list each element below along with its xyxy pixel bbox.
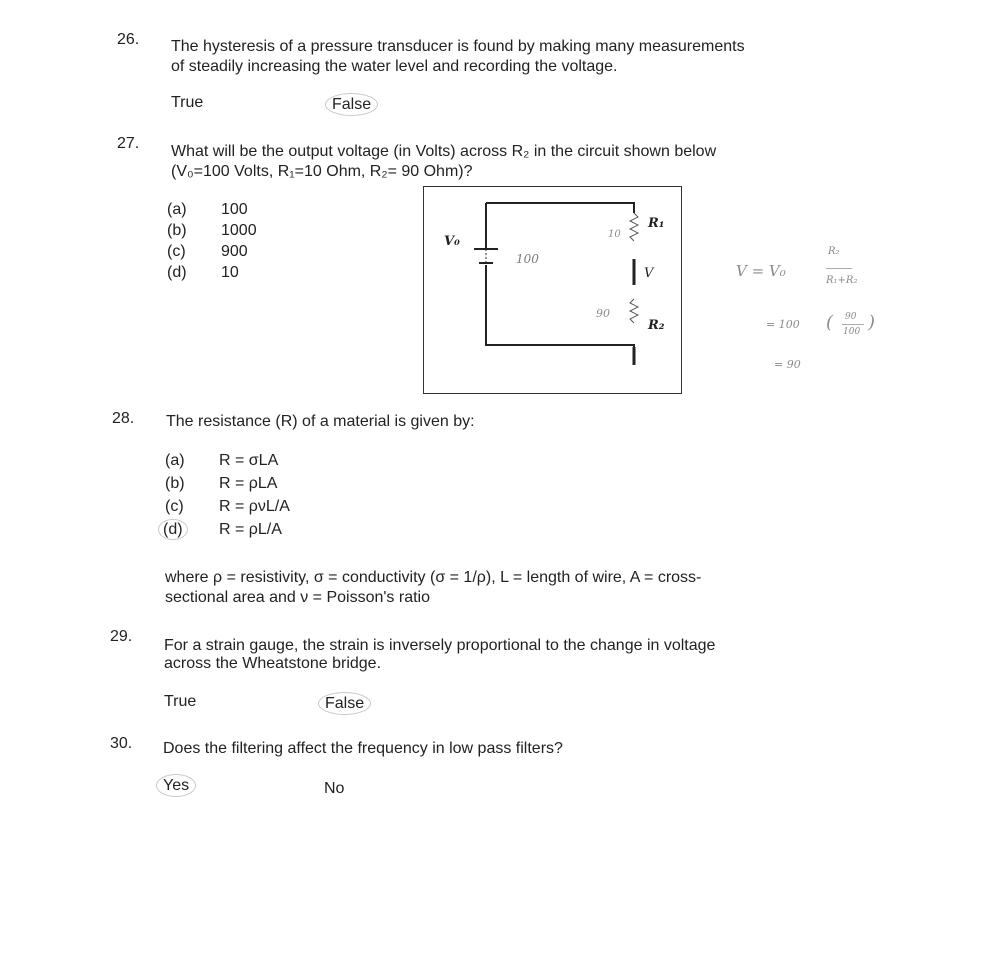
circuit-diagram	[423, 186, 682, 394]
q28-options	[165, 450, 290, 542]
q28-option-c	[165, 496, 290, 519]
q28-option-a-value: R = σLA	[219, 452, 279, 469]
q30-number: 30.	[110, 735, 133, 752]
q27-option-c	[167, 241, 257, 262]
hand-line3: = 90	[774, 358, 801, 371]
q27-option-a	[167, 199, 257, 220]
q28-option-a	[165, 450, 290, 473]
label-r1: R₁	[648, 216, 665, 231]
resistor-r1	[630, 213, 638, 241]
q27-option-d-label: (d)	[167, 264, 187, 281]
q28-text-line1: The resistance (R) of a material is given by:	[166, 413, 475, 430]
hand-frac2-den: 100	[843, 327, 861, 337]
q27-text-line2: (V₀=100 Volts, R₁=10 Ohm, R₂= 90 Ohm)?	[171, 163, 473, 180]
q29-text-line2: across the Wheatstone bridge.	[164, 655, 382, 672]
q27-text-line1: What will be the output voltage (in Volts) across R₂ in the circuit shown below	[171, 143, 717, 160]
q26-number: 26.	[117, 31, 140, 48]
q29-option-false	[325, 695, 371, 713]
q27-number: 27.	[117, 135, 140, 152]
q27-option-b-label: (b)	[167, 222, 187, 239]
q27-option-d-value: 10	[221, 264, 239, 281]
hand-frac2-num: 90	[845, 312, 857, 322]
hand-paren-close: )	[868, 312, 876, 333]
q28-option-d-label	[165, 519, 219, 540]
note-10: 10	[608, 229, 621, 240]
wire-top	[486, 203, 634, 213]
q28-number: 28.	[112, 410, 135, 427]
resistor-r2	[630, 299, 638, 323]
q29-text-line1: For a strain gauge, the strain is inversely proportional to the change in voltage	[164, 637, 716, 654]
label-v0: V₀	[444, 234, 460, 249]
q28-option-d	[165, 519, 290, 542]
q27-options	[167, 199, 257, 283]
q29-number: 29.	[110, 628, 133, 645]
q27-option-d	[167, 262, 257, 283]
circuit-svg	[424, 187, 681, 393]
q27-option-a-value: 100	[221, 201, 248, 218]
hand-frac1-den: R₁+R₂	[826, 275, 858, 286]
q26-option-false-label: False	[325, 93, 378, 116]
wire-bottom	[486, 265, 634, 363]
q28-option-c-label: (c)	[165, 498, 184, 515]
hand-frac1-num: R₂	[828, 246, 840, 257]
q27-option-c-label: (c)	[167, 243, 186, 260]
q28-option-a-label: (a)	[165, 452, 185, 469]
hand-frac2-bar	[842, 324, 864, 325]
q27-option-b	[167, 220, 257, 241]
label-r2: R₂	[648, 318, 665, 333]
q26-option-true: True	[171, 94, 204, 111]
hand-frac1-bar	[826, 268, 852, 269]
note-90: 90	[596, 307, 610, 320]
q30-text-line1: Does the filtering affect the frequency in low pass filters?	[163, 740, 563, 757]
q28-option-c-value: R = ρνL/A	[219, 498, 290, 515]
q29-option-true: True	[164, 693, 197, 710]
q30-option-yes	[163, 777, 196, 795]
q27-option-c-value: 900	[221, 243, 248, 260]
q30-option-yes-label: Yes	[156, 774, 196, 797]
q29-option-false-label: False	[318, 692, 371, 715]
q26-option-false	[332, 96, 378, 114]
q28-note-line2: sectional area and ν = Poisson's ratio	[165, 589, 430, 606]
q27-option-a-label: (a)	[167, 201, 187, 218]
label-v: V	[644, 266, 654, 281]
q28-option-d-circle: (d)	[158, 519, 188, 540]
note-100: 100	[516, 252, 539, 266]
q28-option-b-value: R = ρLA	[219, 475, 278, 492]
hand-line1: V = V₀	[736, 262, 786, 280]
q30-option-no: No	[324, 780, 345, 797]
q28-option-b-label: (b)	[165, 475, 185, 492]
q28-option-d-value: R = ρL/A	[219, 521, 282, 538]
q26-text-line2: of steadily increasing the water level and recording the voltage.	[171, 58, 618, 75]
q28-option-b	[165, 473, 290, 496]
hand-paren-open: (	[826, 312, 834, 333]
q26-text-line1: The hysteresis of a pressure transducer is found by making many measurements	[171, 38, 745, 55]
q27-option-b-value: 1000	[221, 222, 257, 239]
q28-note-line1: where ρ = resistivity, σ = conductivity (σ = 1/ρ), L = length of wire, A = cross-	[165, 569, 702, 586]
hand-line2: = 100	[766, 318, 800, 331]
